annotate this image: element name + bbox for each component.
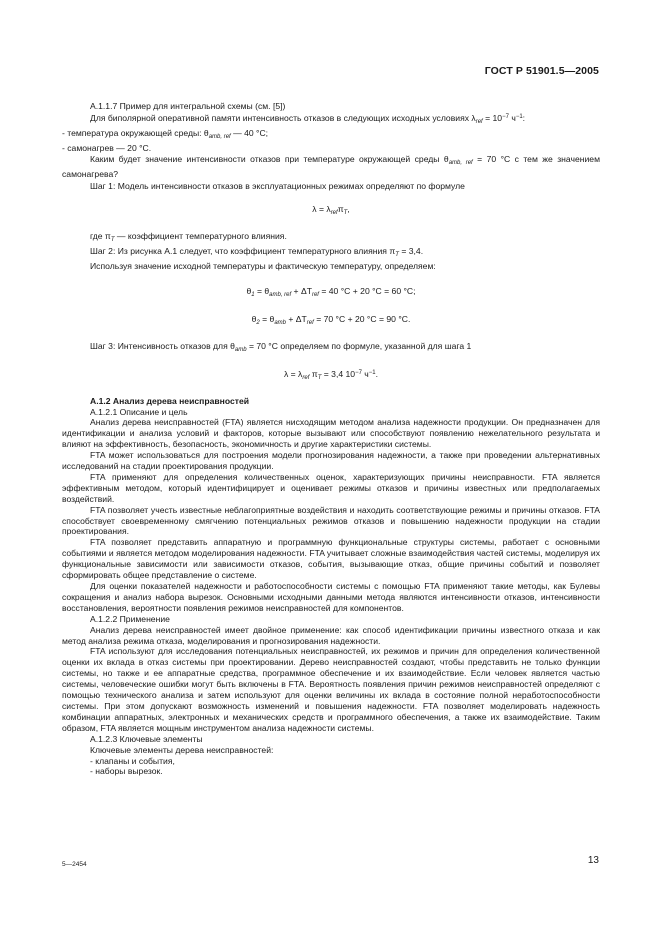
paragraph: Ключевые элементы дерева неисправностей: bbox=[90, 744, 274, 755]
paragraph: где $\pi_T$ — коэффициент температурного влияния. bbox=[90, 231, 287, 244]
paragraph: FTA может использоваться для построения модели прогнозирования надежности, а также при проведении альтернативных исследований на стадии проектирования продукции. bbox=[62, 450, 600, 472]
section-heading: А.1.2 Анализ дерева неисправностей bbox=[90, 395, 250, 406]
document-code: ГОСТ Р 51901.5—2005 bbox=[484, 65, 599, 77]
formula: $\lambda = \lambda_{ref}$ $\pi_T = 3,4$ $10^{-7}$ $ч^{-1}$. bbox=[283, 368, 379, 381]
paragraph: FTA применяют для определения количественных оценок, характеризующих причины неисправности. FTA является эффективным методом, который идентифицирует и оценивает режимы отказов и причины известных или предполагаемых воздействий. bbox=[62, 471, 600, 504]
paragraph: Анализ дерева неисправностей имеет двойное применение: как способ идентификации причины известного отказа и как метод анализа режима отказа, моделирования и прогнозирования надежности. bbox=[62, 624, 600, 646]
paragraph: Используя значение исходной температуры и фактическую температуру, определяем: bbox=[90, 261, 436, 272]
paragraph: Шаг 2: Из рисунка А.1 следует, что коэффициент температурного влияния $\pi_T = 3,4$. bbox=[90, 246, 424, 259]
paragraph: Шаг 3: Интенсивность отказов для $\theta_{amb} = 70$ °С определяем по формуле, указанной для шага 1 bbox=[90, 340, 472, 353]
formula: $\theta_1 = \theta_{amb, ref} + \Delta T_{ref} = 40$ °С + 20 °С = 60 °С; bbox=[246, 285, 416, 298]
paragraph: Каким будет значение интенсивности отказов при температуре окружающей среды $\theta_{amb, ref} = 70$ °С с тем же значением самонагрева? bbox=[62, 153, 600, 179]
paragraph: А.1.1.7 Пример для интегральной схемы (см. [5]) bbox=[90, 101, 286, 111]
paragraph: FTA используют для исследования потенциальных неисправностей, их режимов и причин для определения количественной оценки их вклада в отказ системы при проектировании. Дерево неисправностей создают, чтобы представить не только функции системы, но также и ее аппаратные средства, программное обеспечение и их взаимодействие. Если человек является частью системы, человеческие ошибки могут быть включены в FTA. Вероятность появления причин режимов неисправностей определяют с помощью технического анализа и затем используют для оценки величины их вклада в состояние полной неработоспособности системы. При этом допускают возможность изменений и повышения надежности. FTA позволяет моделировать надежность комбинации аппаратных, электронных и механических средств и программного обеспечения, а также их взаимодействие. Таким образом, FTA является мощным инструментом анализа надежности системы. bbox=[62, 646, 600, 733]
list-item: - наборы вырезок. bbox=[90, 766, 163, 777]
paragraph: Для биполярной оперативной памяти интенсивность отказов в следующих исходных условиях $\lambda_{ref} = 10^{-7}$ $ч^{-1}$: bbox=[90, 112, 526, 125]
list-item: - самонагрев — 20 °С. bbox=[62, 142, 152, 153]
subsection-heading: А.1.2.3 Ключевые элементы bbox=[90, 733, 203, 744]
paragraph: Шаг 1: Модель интенсивности отказов в эксплуатационных режимах определяют по формуле bbox=[90, 181, 465, 192]
paragraph: FTA позволяет представить аппаратную и программную функциональные структуры системы, работает с основными событиями и является методом моделирования надежности. FTA учитывает сложные взаимодействия частей системы, моделируя их функциональные зависимости или зависимости отказов, события, вызывающие отказ, общие причины событий и позволяет сформировать общее представление о системе. bbox=[62, 537, 600, 581]
list-item: - клапаны и события, bbox=[90, 755, 175, 766]
list-item: - температура окружающей среды: $\theta_{amb, ref}$ — 40 °С; bbox=[62, 127, 269, 140]
subsection-heading: А.1.2.1 Описание и цель bbox=[90, 406, 188, 417]
print-mark: 5—2454 bbox=[62, 861, 87, 868]
formula: $\lambda = \lambda_{ref}\pi_T$, bbox=[312, 204, 350, 217]
paragraph: Анализ дерева неисправностей (FTA) является нисходящим методом анализа надежности продукции. Он предназначен для идентификации и анализа условий и факторов, которые вызывают или способствуют появлению нежелательного результата и влияют на эффективность, безопасность, экономичность и другие характеристики системы. bbox=[62, 417, 600, 450]
subsection-heading: А.1.2.2 Применение bbox=[90, 613, 170, 624]
paragraph: FTA позволяет учесть известные неблагоприятные воздействия и находить соответствующие режимы и причины отказов. FTA способствует своевременному смягчению потенциальных режимов отказов и повышению надежности продукции на стадии проектирования. bbox=[62, 504, 600, 537]
page-body bbox=[62, 101, 600, 777]
formula: $\theta_2 = \theta_{amb} + \Delta T_{ref} = 70$ °С + 20 °С = 90 °С. bbox=[251, 313, 411, 326]
page-number: 13 bbox=[587, 855, 599, 866]
paragraph: Для оценки показателей надежности и работоспособности системы с помощью FTA применяют такие методы, как Булевы сокращения и анализ набора вырезок. Основными исходными данными метода являются интенсивности отказов, интенсивности восстановления, вероятности появления режимов неисправностей для компонентов. bbox=[62, 581, 600, 613]
